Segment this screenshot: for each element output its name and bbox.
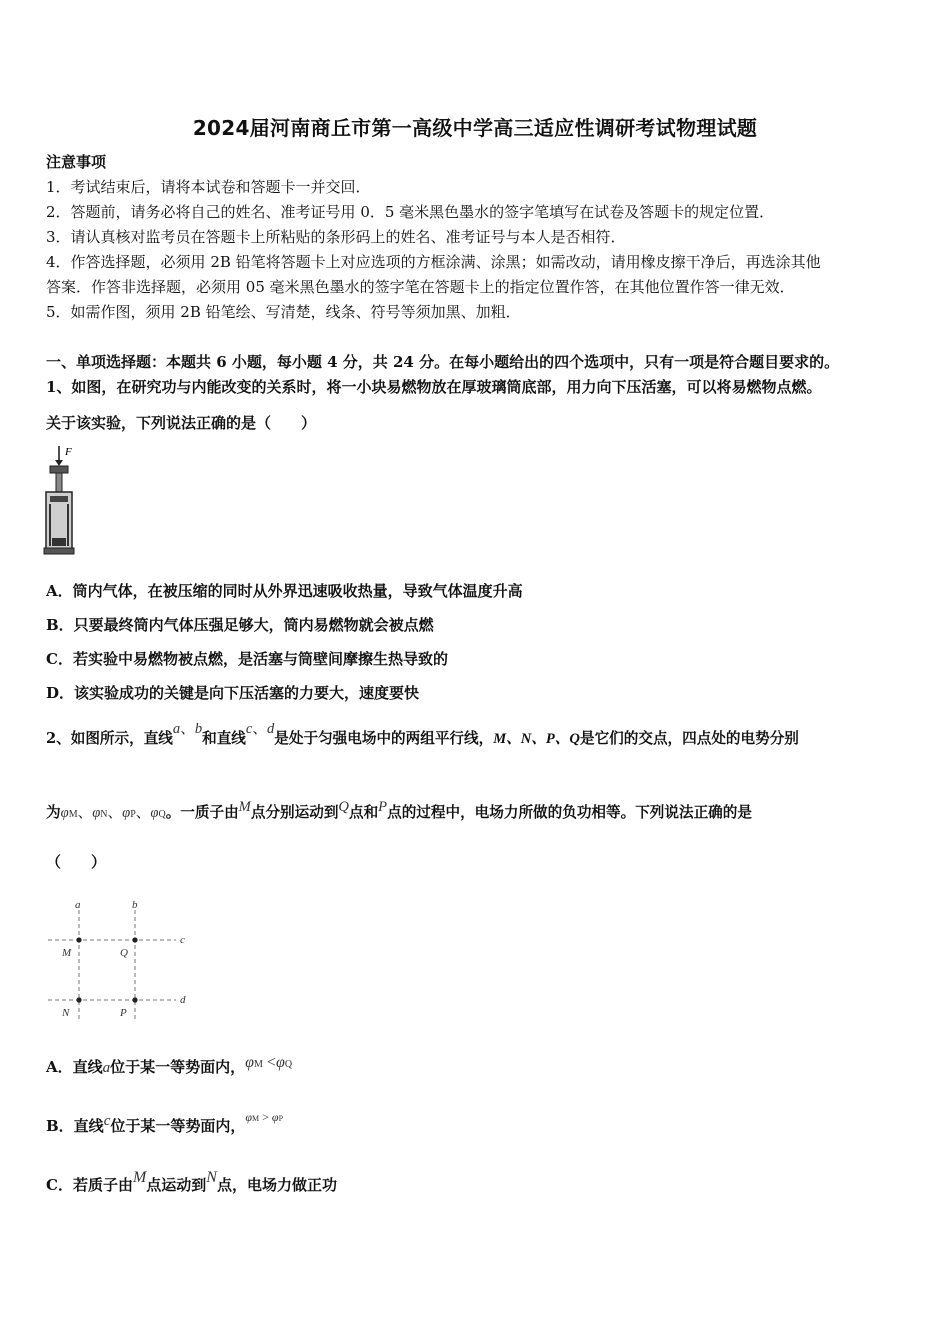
- page-title: 2024届河南商丘市第一高级中学高三适应性调研考试物理试题: [192, 116, 758, 140]
- point-label-n: N: [62, 1007, 70, 1019]
- q2-answer-paren: （ ）: [46, 853, 107, 871]
- notice-item: 2．答题前，请务必将自己的姓名、准考证号用 0．5 毫米黑色墨水的签字笔填写在试卷及答题卡的规定位置．: [46, 203, 775, 221]
- notice-item: 3．请认真核对监考员在答题卡上所粘贴的条形码上的姓名、准考证号与本人是否相符．: [46, 228, 626, 246]
- q1-stem: 1、如图，在研究功与内能改变的关系时，将一小块易燃物放在厚玻璃筒底部，用力向下压活塞，可以将易燃物点燃。: [46, 378, 822, 396]
- point-n: [76, 997, 81, 1002]
- notice-item: 4．作答选择题，必须用 2B 铅笔将答题卡上对应选项的方框涂满、涂黑；如需改动，请用橡皮擦干净后，再选涂其他: [46, 253, 821, 271]
- point-p: [132, 997, 137, 1002]
- line-label-b: b: [132, 899, 138, 911]
- notice-item: 答案．作答非选择题，必须用 05 毫米黑色墨水的签字笔在答题卡上的指定位置作答，在其他位置作答一律无效．: [46, 278, 795, 296]
- q2-stem-line2: 为φM、φN、φP、φQ。一质子由M点分别运动到Q点和P点的过程中，电场力所做的负功相等。下列说法正确的是: [46, 799, 752, 821]
- q2-option-c: C．若质子由M点运动到N点，电场力做正功: [46, 1169, 337, 1194]
- q1-figure-glass-cylinder: [40, 442, 84, 558]
- line-label-d: d: [180, 994, 186, 1006]
- q1-option-c: C．若实验中易燃物被点燃，是活塞与筒壁间摩擦生热导致的: [46, 650, 448, 668]
- q2-stem-line1: 2、如图所示，直线a、b和直线c、d是处于匀强电场中的两组平行线，M、N、P、Q是它们的交点，四点处的电势分别: [46, 720, 799, 747]
- section-heading: 一、单项选择题：本题共 6 小题，每小题 4 分，共 24 分。在每小题给出的四个选项中，只有一项是符合题目要求的。: [46, 353, 840, 371]
- q1-stem-question: 关于该实验，下列说法正确的是（ ）: [46, 414, 317, 432]
- point-label-p: P: [120, 1007, 127, 1019]
- point-label-q: Q: [120, 947, 128, 959]
- notice-item: 1．考试结束后，请将本试卷和答题卡一并交回．: [46, 178, 371, 196]
- q2-figure-grid: [44, 896, 204, 1026]
- notice-heading: 注意事项: [46, 153, 107, 171]
- q1-option-d: D．该实验成功的关键是向下压活塞的力要大，速度要快: [46, 684, 420, 702]
- line-label-a: a: [75, 899, 81, 911]
- q1-option-b: B．只要最终筒内气体压强足够大，筒内易燃物就会被点燃: [46, 616, 434, 634]
- q2-option-b: B．直线c位于某一等势面内，$^{\varphi M > \varphi P}$: [46, 1110, 284, 1135]
- point-q: [132, 937, 137, 942]
- line-label-c: c: [180, 934, 185, 946]
- force-label: F: [65, 446, 72, 458]
- point-m: [76, 937, 81, 942]
- notice-item: 5．如需作图，须用 2B 铅笔绘、写清楚，线条、符号等须加黑、加粗．: [46, 303, 521, 321]
- q2-option-a: A．直线a位于某一等势面内，φM <φQ: [46, 1054, 293, 1076]
- q1-option-a: A．筒内气体，在被压缩的同时从外界迅速吸收热量，导致气体温度升高: [46, 582, 523, 600]
- point-label-m: M: [62, 947, 72, 959]
